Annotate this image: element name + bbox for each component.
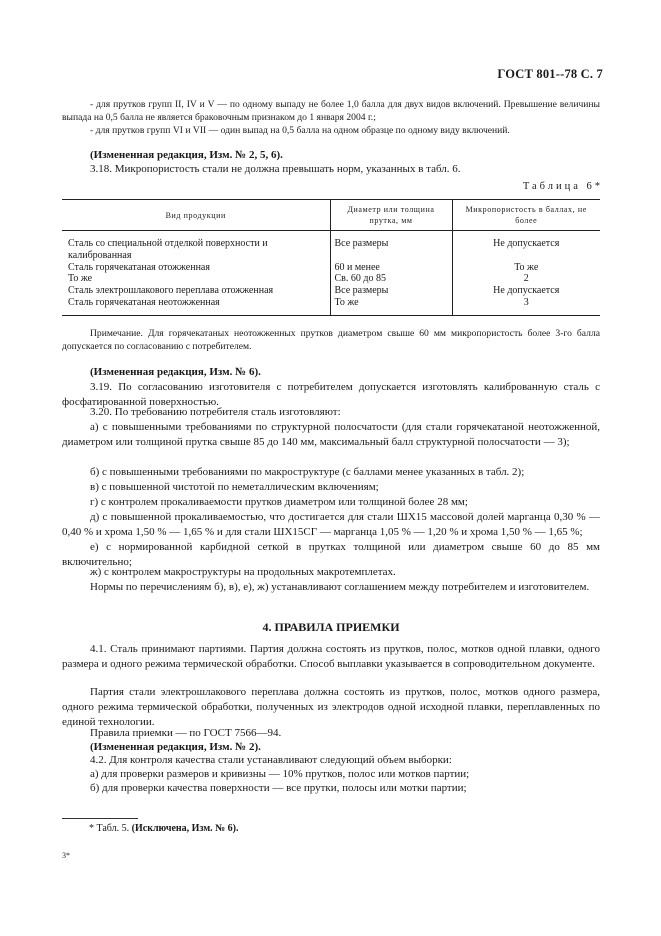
cell-diameter: Св. 60 до 85: [330, 273, 452, 285]
cell-product: Сталь электрошлакового переплава отожженная: [68, 285, 274, 297]
table-row: [62, 297, 600, 315]
table-row: [62, 231, 600, 262]
list-item-g: г) с контролем прокаливаемости прутков диаметром или толщиной более 28 мм;: [90, 496, 468, 508]
cell-diameter: Все размеры: [330, 285, 452, 297]
edit-note-3: (Измененная редакция, Изм. № 2).: [90, 741, 261, 753]
clause-3-19: 3.19. По согласованию изготовителя с потребителем допускается изготовлять калиброванную сталь с фосфатированной поверхностью.: [62, 381, 600, 408]
list-item-b: б) с повышенными требованиями по макроструктуре (с баллами менее указанных в табл. 2);: [90, 466, 525, 478]
cell-porosity: Не допускается: [452, 285, 600, 297]
footnote-bold: (Исключена, Изм. № 6).: [131, 823, 239, 834]
clause-4-2-a: а) для проверки размеров и кривизны — 10% прутков, полос или мотков партии;: [90, 768, 470, 780]
cell-product: Сталь горячекатаная неотожженная: [62, 297, 330, 315]
header-diameter: Диаметр или толщина прутка, мм: [330, 200, 452, 231]
cell-porosity: 3: [452, 297, 600, 315]
clause-4-2-b: б) для проверки качества поверхности — все прутки, полосы или мотки партии;: [90, 782, 467, 794]
page-mark: 3*: [62, 851, 70, 860]
cell-diameter: Все размеры: [330, 231, 452, 262]
acceptance-rules: Правила приемки — по ГОСТ 7566—94.: [90, 727, 282, 739]
cell-diameter: 60 и менее: [330, 262, 452, 274]
table-row: [62, 273, 600, 285]
footnote: [89, 823, 239, 834]
micro-porosity-table: [62, 199, 600, 316]
table-row: [62, 262, 600, 274]
cell-porosity: 2: [452, 273, 600, 285]
edit-note-1: (Измененная редакция, Изм. № 2, 5, 6).: [90, 149, 283, 161]
table-caption: Таблица 6*: [522, 181, 603, 192]
table-note: Примечание. Для горячекатаных неотожженных прутков диаметром свыше 60 мм микропористость более 3-го балла допускается по согласованию с потребителем.: [62, 328, 600, 352]
clause-3-20: 3.20. По требованию потребителя сталь изготовляют:: [90, 406, 341, 418]
list-item-v: в) с повышенной чистотой по неметаллическим включениям;: [90, 481, 379, 493]
clause-4-1: 4.1. Сталь принимают партиями. Партия должна состоять из прутков, полос, мотков одной плавки, одного размера и одного режима термической обработки. Способ выплавки указывается в сопроводительном документе.: [62, 643, 600, 670]
list-item-zh: ж) с контролем макроструктуры на продольных макротемплетах.: [90, 566, 396, 578]
header-porosity: Микропористость в баллах, не более: [452, 200, 600, 231]
page-header: ГОСТ 801--78 С. 7: [497, 67, 603, 81]
footnote-divider: [62, 818, 138, 819]
para-groups-2-4-5: - для прутков групп II, IV и V — по одному выпаду не более 1,0 балла для двух видов включений. Превышение величины выпада на 0,5 балла не является браковочным признаком до 1 января 2004 г.;: [62, 99, 600, 123]
header-product: Вид продукции: [62, 200, 330, 231]
norms-agreement: Нормы по перечислениям б), в), е), ж) устанавливают соглашением между потребителем и изготовителем.: [90, 581, 590, 593]
cell-porosity: Не допускается: [452, 231, 600, 262]
table-header-row: [62, 200, 600, 231]
cell-product: Сталь со специальной отделкой поверхности и калиброванная: [68, 238, 268, 261]
cell-diameter: То же: [330, 297, 452, 315]
cell-product: То же: [68, 273, 93, 285]
list-item-a: а) с повышенными требованиями по структурной полосчатости (для стали горячекатаной неотожженной, диаметром или толщиной прутка свыше 85 до 140 мм, максимальный балл структурной полосчатости — 3);: [62, 421, 600, 448]
para-groups-6-7: - для прутков групп VI и VII — один выпад на 0,5 балла на одном образце по одному виду включений.: [90, 125, 510, 136]
section-4-heading: 4. ПРАВИЛА ПРИЕМКИ: [262, 620, 400, 634]
clause-3-18: 3.18. Микропористость стали не должна превышать норм, указанных в табл. 6.: [90, 163, 461, 175]
edit-note-2: (Измененная редакция, Изм. № 6).: [90, 366, 261, 378]
list-item-e: е) с нормированной карбидной сеткой в прутках толщиной или диаметром свыше 60 до 85 мм включительно;: [62, 541, 600, 568]
clause-4-2: 4.2. Для контроля качества стали устанавливают следующий объем выборки:: [90, 754, 452, 766]
cell-product: Сталь горячекатаная отожженная: [68, 261, 210, 273]
cell-porosity: То же: [452, 262, 600, 274]
clause-4-1-esr: Партия стали электрошлакового переплава должна состоять из прутков, полос, мотков одного размера, одного режима термической обработки, полученных из электродов одной исходной плавки, переплавленных по единой технологии.: [62, 686, 600, 728]
list-item-d: д) с повышенной прокаливаемостью, что достигается для стали ШХ15 массовой долей марганца 0,30 % — 0,40 % и хрома 1,50 % — 1,65 % и для стали ШХ15СГ — марганца 1,05 % — 1,20 % и хрома 1,50 % — 1,65 %;: [62, 511, 600, 538]
table-row: [62, 285, 600, 297]
footnote-text: * Табл. 5.: [89, 823, 132, 834]
